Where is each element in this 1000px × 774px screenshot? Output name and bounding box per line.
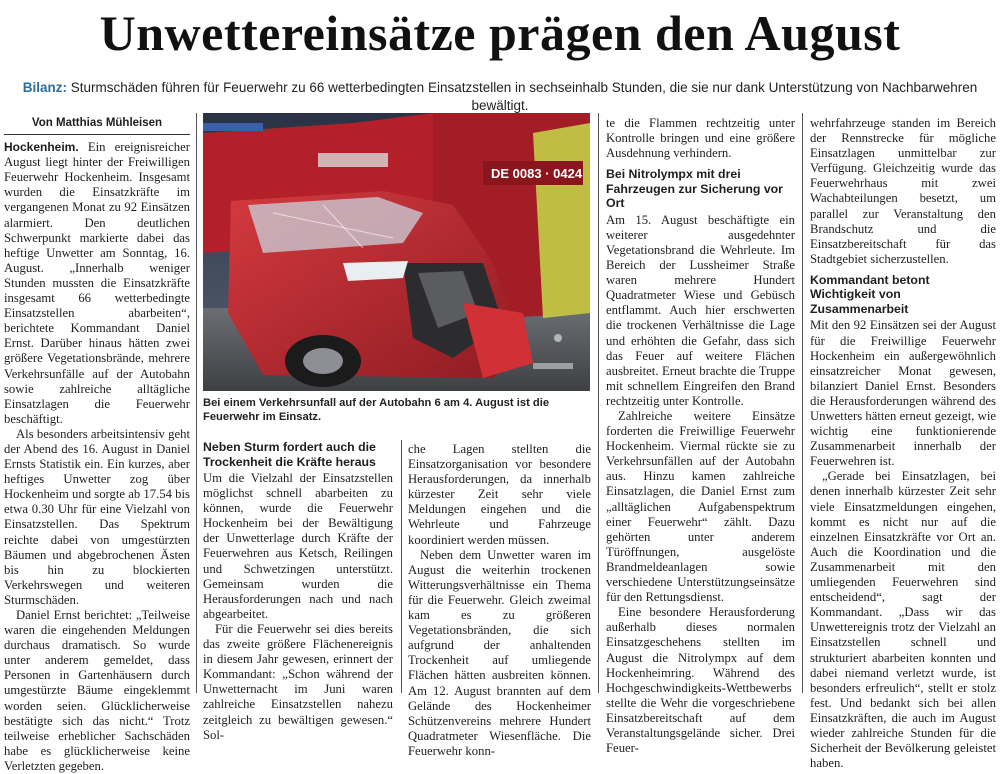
paragraph: che Lagen stellten die Einsatzorganisation vor besondere Herausforderungen, da innerhalb kürzester Zeit sehr viele Meldungen eingehen und die Wehrleute und Fahrzeuge koordiniert werden müssen. [408, 442, 591, 547]
paragraph: wehrfahrzeuge standen im Bereich der Rennstrecke für mögliche Einsatzlagen unmittelbar zur Verfügung. Gleichzeitig wurde das Feuerwehrhaus mit zwei Wachabteilungen besetzt, um parallel zur Veranstaltung den Brandschutz und die Einsatzbereitschaft für das Stadtgebiet sicherzustellen. [810, 116, 996, 266]
paragraph: Daniel Ernst berichtet: „Teilweise waren die eingehenden Meldungen durchaus dramatisch. So wurde unter anderem gemeldet, dass Personen in Gartenhäusern durch umgestürzte Bäume eingeklemmt worden seien. Glücklicherweise bestätigte sich das nicht.“ Trotz teilweise erheblicher Sachschäden habe es glücklicherweise keine Verletzten gegeben. [4, 608, 190, 773]
subline-lead: Bilanz: [22, 80, 67, 95]
article-column-1 [4, 116, 190, 774]
paragraph: Für die Feuerwehr sei dies bereits das zweite größere Flächenereignis in diesem Jahr gewesen, erinnert der Kommandant: „Schon während der Unwetternacht im Juni waren zahlreiche Einsatzstellen nahezu zeitgleich zu bewältigen gewesen.“ Sol- [203, 621, 393, 742]
paragraph: „Gerade bei Einsatzlagen, bei denen innerhalb kürzester Zeit sehr viele Einsatzmeldungen eingehen, kommt es nicht nur auf die einzelnen Einsatzkräfte vor Ort an. Auch die Koordination und die Zusammenarbeit mit den umliegenden Feuerwehren sind entscheidend“, sagt der Kommandant. „Dass wir das Unwettereignis trotz der Vielzahl an Einsatzstellen schnell und strukturiert abarbeiten konnten und dabei niemand verletzt wurde, ist besonders erfreulich“, stellt er stolz fest. Und bedankt sich bei allen Einsatzkräften, die auch im August wieder zahlreiche Stunden für die Sicherheit der Bevölkerung geleistet haben. [810, 469, 996, 771]
paragraph: Neben dem Unwetter waren im August die weiterhin trockenen Witterungsverhältnisse ein Thema für die Feuerwehr. Gleich zweimal kam es zu größeren Vegetationsbränden, die sich aufgrund der anhaltenden Trockenheit auf umliegende Flächen hätten ausbreiten können. Am 12. August brannten auf dem Gelände des Hockenheimer Schützenvereins mehrere Hundert Quadratmeter Wiesenfläche. Die Feuerwehr konn- [408, 547, 591, 758]
byline: Von Matthias Mühleisen [4, 116, 190, 135]
paragraph: Am 15. August beschäftigte ein weiterer ausgedehnter Vegetationsbrand die Wehrleute. Im Bereich der Lussheimer Straße waren mehrere Hundert Quadratmeter Wiese und Gebüsch entflammt. Auch hier erschwerten die trockenen Verhältnisse die Lage und erhöhten die Gefahr, dass sich das Feuer auf weitere Flächen ausbreitet. Erneut brachte die Truppe mit schnellem Eingreifen den Brand rechtzeitig unter Kontrolle. [606, 212, 795, 408]
article-column-2 [203, 440, 393, 743]
paragraph: Mit den 92 Einsätzen sei der August für die Freiwillige Feuerwehr Hockenheim ein außergewöhnlich einsatzreicher Monat gewesen, bilanziert Daniel Ernst. Besonders die Herausforderungen während des Unwetters hätten erneut gezeigt, wie wichtig eine funktionierende Zusammenarbeit innerhalb der Feuerwehren ist. [810, 318, 996, 469]
subheading: Neben Sturm fordert auch die Trockenheit die Kräfte heraus [203, 440, 376, 469]
article-column-3 [408, 442, 591, 759]
column-rule [196, 113, 197, 693]
column-rule [802, 113, 803, 693]
subline [0, 79, 1000, 115]
truck-plate-text: DE 0083 · 0424 [491, 166, 583, 181]
paragraph [4, 140, 190, 427]
column-rule [401, 440, 402, 693]
subline-text: Sturmschäden führen für Feuerwehr zu 66 wetterbedingten Einsatzstellen in sechseinhalb Stunden, die sie nur dank Unterstützung von Nachbarwehren bewältigt. [66, 80, 978, 113]
column-rule [598, 113, 599, 693]
paragraph: Um die Vielzahl der Einsatzstellen möglichst schnell abarbeiten zu können, wurde die Feuerwehr Hockenheim bei der Bewältigung der Unwetterlage durch Kräfte der Feuerwehren aus Ketsch, Reilingen und Schwetzingen unterstützt. Gemeinsam wurden die Herausforderungen nach und nach abgearbeitet. [203, 471, 393, 621]
photo-caption: Bei einem Verkehrsunfall auf der Autobahn 6 am 4. August ist die Feuerwehr im Einsatz. [203, 397, 550, 423]
subheading: Kommandant betont Wichtigkeit von Zusammenarbeit [810, 272, 930, 316]
article-column-5 [810, 116, 996, 771]
paragraph: Eine besondere Herausforderung außerhalb dieses normalen Einsatzgeschehens stellten im August die Nitrolympx auf dem Hockenheimring. Während des Hochgeschwindigkeits-Wettbewerbs stellte die Wehr die vorgeschriebene Einsatzbereitschaft auf dem Veranstaltungsgelände sicher. Drei Feuer- [606, 605, 795, 756]
headline: Unwettereinsätze prägen den August [99, 5, 901, 61]
dateline: Hockenheim. [4, 140, 79, 155]
paragraph: Zahlreiche weitere Einsätze forderten die Freiwillige Feuerwehr Hockenheim. Viermal rückte sie zu Verkehrsunfällen auf der Autobahn aus. Hinzu kamen zahlreiche Einsatzlagen, die Daniel Ernst zum „alltäglichen Aufgabenspektrum einer Feuerwehr“ zählt. Dazu gehörten unter anderem Türöffnungen, ausgelöste Brandmeldeanlagen sowie verschiedene Unterstützungseinsätze für den Rettungsdienst. [606, 409, 795, 605]
paragraph: Als besonders arbeitsintensiv geht der Abend des 16. August in Daniel Ernsts Statistik ein. Ein kurzes, aber heftiges Unwetter zog über Hockenheim und sorgte ab 17.54 bis etwa 0.30 Uhr für eine Vielzahl von Einsatzstellen. Das Spektrum reichte dabei von umgestürzten Bäumen und abgebrochenen Ästen bis hin zu blockierten Verkehrswegen und weiteren Sturmschäden. [4, 426, 190, 607]
subheading: Bei Nitrolympx mit drei Fahrzeugen zur Sicherung vor Ort [606, 167, 783, 211]
accident-photo [203, 113, 590, 391]
paragraph-text: Ein ereignisreicher August liegt hinter der Freiwilligen Feuerwehr Hockenheim. Insgesamt wurden die Einsatzkräfte im vergangenen Monat zu 92 Einsätzen alarmiert. Den deutlichen Schwerpunkt markierte dabei das heftige Unwetter am Sonntag, 16. August. „Innerhalb weniger Stunden mussten die Einsatzkräfte insgesamt 66 wetterbedingte Einsatzstellen abarbeiten“, berichtete Kommandant Daniel Ernst. Darüber hinaus hätten zwei größere Vegetationsbrände, mehrere Verkehrsunfälle auf der Autobahn sowie zahlreiche alltägliche Einsatzlagen die Feuerwehr beschäftigt. [4, 140, 190, 426]
photo-illustration [203, 113, 590, 391]
article-column-4 [606, 116, 795, 756]
paragraph: te die Flammen rechtzeitig unter Kontrolle bringen und eine größere Ausdehnung verhindern. [606, 116, 795, 161]
